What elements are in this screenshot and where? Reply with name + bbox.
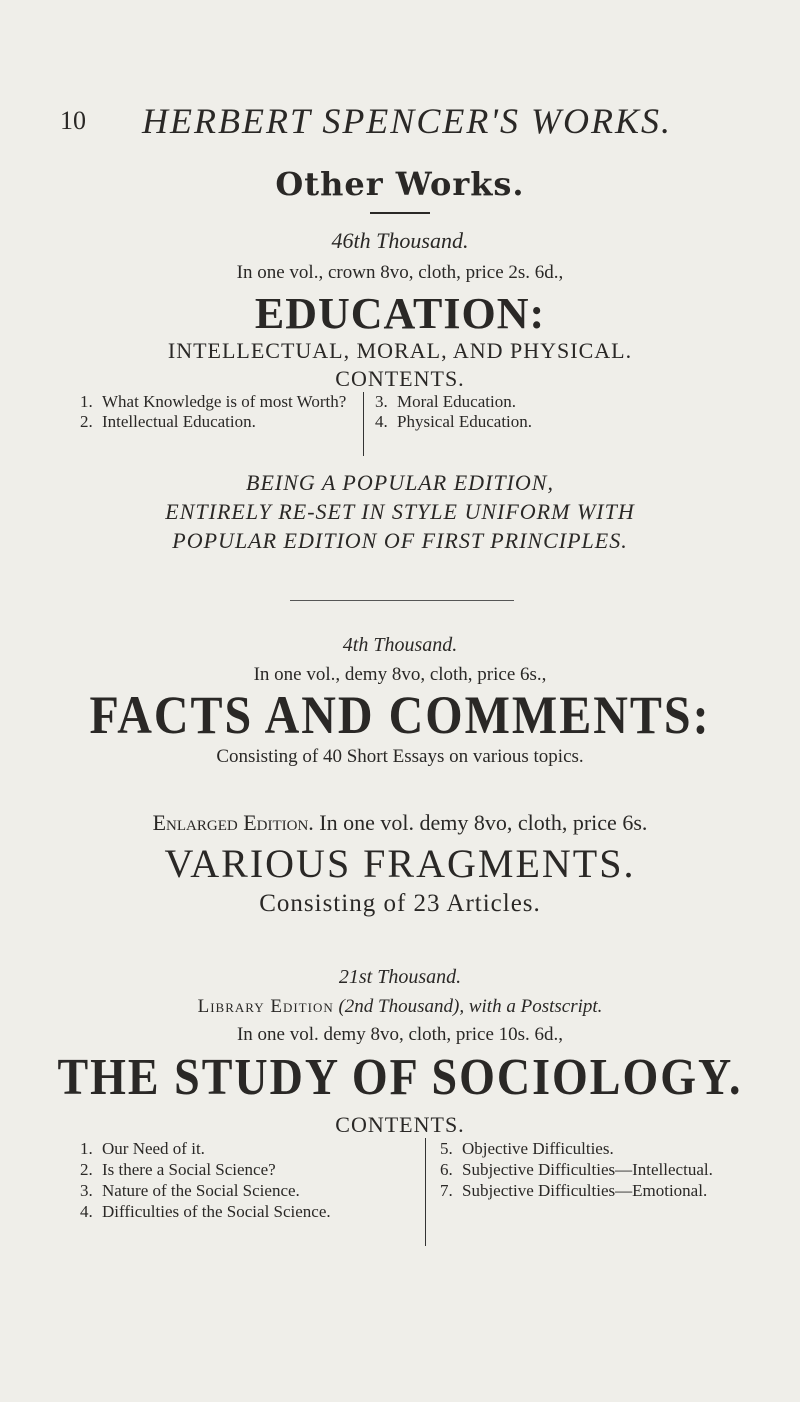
sociology-library-paren: (2nd Thousand), — [338, 996, 465, 1017]
sociology-title: THE STUDY OF SOCIOLOGY. — [57, 1047, 743, 1106]
section-divider-rule — [290, 600, 514, 601]
education-contents-label: CONTENTS. — [335, 366, 465, 391]
contents-item: 6. Subjective Difficulties—Intellectual. — [440, 1160, 713, 1179]
education-title: EDUCATION: — [254, 289, 546, 338]
sociology-library-rest: with a Postscript. — [468, 996, 603, 1017]
sociology-contents-left — [80, 1138, 350, 1222]
fragments-edition-rest: In one vol. demy 8vo, cloth, price 6s. — [319, 810, 648, 835]
section-heading: Other Works. — [275, 165, 525, 203]
education-note-line-3: POPULAR EDITION OF FIRST PRINCIPLES. — [172, 528, 628, 553]
contents-item: 5. Objective Difficulties. — [440, 1139, 614, 1158]
contents-item: 4. Difficulties of the Social Science. — [80, 1202, 331, 1221]
fragments-edition-line — [0, 810, 800, 836]
facts-subtitle: Consisting of 40 Short Essays on various topics. — [216, 746, 584, 767]
education-subtitle: INTELLECTUAL, MORAL, AND PHYSICAL. — [167, 338, 633, 363]
education-contents-right — [375, 392, 705, 432]
contents-item: 3. Moral Education. — [375, 392, 516, 411]
fragments-title: VARIOUS FRAGMENTS. — [164, 841, 636, 886]
contents-item: 4. Physical Education. — [375, 412, 533, 431]
facts-thousand: 4th Thousand. — [342, 634, 458, 656]
contents-item: 1. What Knowledge is of most Worth? — [80, 392, 347, 411]
sociology-contents-right — [440, 1138, 740, 1201]
running-title: HERBERT SPENCER'S WORKS. — [142, 101, 672, 141]
education-note-line-2: ENTIRELY RE-SET IN STYLE UNIFORM WITH — [165, 499, 635, 524]
sociology-library-label: Library Edition — [197, 996, 334, 1017]
education-edition-line: In one vol., crown 8vo, cloth, price 2s. 6d., — [236, 262, 564, 283]
education-note-line-1: BEING A POPULAR EDITION, — [246, 470, 554, 495]
education-contents-left — [80, 392, 348, 432]
sociology-contents-label: CONTENTS. — [335, 1112, 465, 1137]
contents-item: 7. Subjective Difficulties—Emotional. — [440, 1181, 708, 1200]
fragments-subtitle: Consisting of 23 Articles. — [259, 890, 541, 917]
fragments-edition-label: Enlarged Edition. — [152, 810, 314, 835]
contents-item: 2. Is there a Social Science? — [80, 1160, 276, 1179]
education-column-divider — [363, 392, 364, 456]
contents-item: 3. Nature of the Social Science. — [80, 1181, 300, 1200]
contents-item: 2. Intellectual Education. — [80, 412, 256, 431]
page-number: 10 — [60, 106, 86, 135]
sociology-edition-line: In one vol. demy 8vo, cloth, price 10s. 6d., — [236, 1024, 564, 1045]
page-header — [60, 100, 760, 150]
contents-item: 1. Our Need of it. — [80, 1139, 205, 1158]
short-rule-divider — [370, 212, 430, 214]
education-thousand: 46th Thousand. — [331, 228, 469, 253]
facts-edition-line: In one vol., demy 8vo, cloth, price 6s., — [253, 664, 547, 685]
sociology-thousand: 21st Thousand. — [338, 966, 462, 988]
sociology-column-divider — [425, 1138, 426, 1246]
facts-title: FACTS AND COMMENTS: — [89, 685, 711, 746]
sociology-library-line — [0, 996, 800, 1018]
